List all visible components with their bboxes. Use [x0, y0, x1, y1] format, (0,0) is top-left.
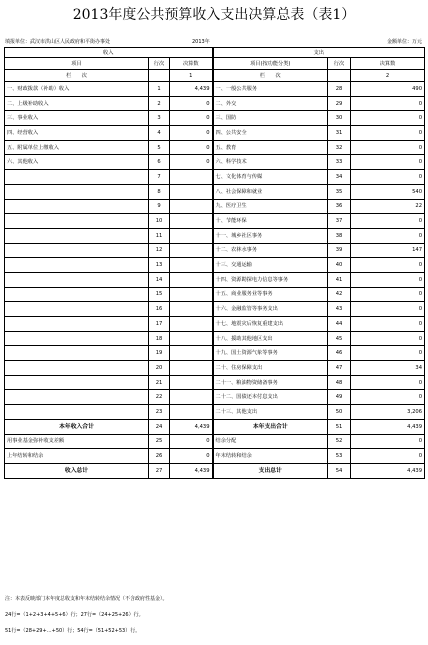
expense-line-number: 28 — [328, 82, 351, 97]
note-line: 注：本表反映部门本年度总收支和年末结转结余情况（不含政府性基金）。 — [5, 596, 168, 602]
income-item — [5, 361, 149, 376]
expense-item: 六、科学技术 — [213, 155, 328, 170]
expense-item: 十四、资源勘探电力信息等事务 — [213, 272, 328, 287]
income-amount: 0 — [170, 449, 213, 464]
income-line-number: 13 — [149, 258, 170, 273]
money-unit: 金额单位：万元 — [386, 39, 422, 45]
expense-item: 九、医疗卫生 — [213, 199, 328, 214]
report-year: 2013年 — [192, 39, 210, 45]
expense-item: 十五、商业服务业等事务 — [213, 287, 328, 302]
expense-amount-header: 决算数 — [351, 58, 425, 70]
expense-amount: 34 — [351, 361, 425, 376]
header-row-column-numbers — [5, 70, 425, 82]
income-amount — [170, 405, 213, 420]
table-row — [5, 331, 425, 346]
income-item — [5, 170, 149, 185]
expense-item: 八、社会保障和就业 — [213, 184, 328, 199]
expense-line-number: 33 — [328, 155, 351, 170]
income-line-number: 14 — [149, 272, 170, 287]
income-line-number: 27 — [149, 463, 170, 478]
income-item — [5, 317, 149, 332]
header-row-columns — [5, 58, 425, 70]
income-line-number: 25 — [149, 434, 170, 449]
report-title: 2013年度公共预算收入支出决算总表（表1） — [72, 7, 356, 23]
table-row — [5, 243, 425, 258]
table-row — [5, 317, 425, 332]
income-line-number: 15 — [149, 287, 170, 302]
note-line: 51行=（28+29+…+50）行；54行=（51+52+53）行。 — [5, 628, 141, 634]
income-amount: 0 — [170, 96, 213, 111]
expense-line-number: 29 — [328, 96, 351, 111]
expense-item: 十三、交通运输 — [213, 258, 328, 273]
expense-item: 二十、住房保障支出 — [213, 361, 328, 376]
table-row — [5, 272, 425, 287]
income-item: 收入总计 — [5, 463, 149, 478]
expense-item: 十七、地震灾后恢复重建支出 — [213, 317, 328, 332]
income-amount — [170, 390, 213, 405]
expense-item: 一、一般公共服务 — [213, 82, 328, 97]
expense-line-number: 42 — [328, 287, 351, 302]
income-amount — [170, 214, 213, 229]
expense-line-number: 53 — [328, 449, 351, 464]
income-line-header: 行次 — [149, 58, 170, 70]
budget-table — [4, 47, 425, 479]
income-amount — [170, 170, 213, 185]
income-item: 五、附属单位上缴收入 — [5, 140, 149, 155]
income-item — [5, 331, 149, 346]
table-row — [5, 302, 425, 317]
income-item — [5, 258, 149, 273]
expense-item: 二十三、其他支出 — [213, 405, 328, 420]
income-line-number: 21 — [149, 375, 170, 390]
income-col-label: 栏 次 — [5, 70, 149, 82]
income-item — [5, 375, 149, 390]
expense-amount: 0 — [351, 96, 425, 111]
expense-item: 本年支出合计 — [213, 419, 328, 434]
income-item: 六、其他收入 — [5, 155, 149, 170]
income-amount: 0 — [170, 126, 213, 141]
expense-line-number: 44 — [328, 317, 351, 332]
table-row — [5, 214, 425, 229]
expense-line-number: 39 — [328, 243, 351, 258]
expense-amount: 3,206 — [351, 405, 425, 420]
income-line-number: 18 — [149, 331, 170, 346]
income-line-number: 16 — [149, 302, 170, 317]
expense-item: 五、教育 — [213, 140, 328, 155]
table-row — [5, 170, 425, 185]
expense-item: 支出总计 — [213, 463, 328, 478]
income-item — [5, 390, 149, 405]
income-item — [5, 302, 149, 317]
expense-amount: 0 — [351, 111, 425, 126]
expense-line-number: 47 — [328, 361, 351, 376]
expense-section-header: 支出 — [213, 48, 425, 58]
income-line-number: 6 — [149, 155, 170, 170]
table-row — [5, 82, 425, 97]
expense-item: 二、外交 — [213, 96, 328, 111]
table-row — [5, 287, 425, 302]
income-item — [5, 184, 149, 199]
expense-line-number: 46 — [328, 346, 351, 361]
expense-amount: 0 — [351, 155, 425, 170]
expense-line-number: 34 — [328, 170, 351, 185]
expense-col-label: 栏 次 — [213, 70, 328, 82]
table-row — [5, 199, 425, 214]
income-amount: 0 — [170, 155, 213, 170]
table-row — [5, 111, 425, 126]
expense-line-number: 49 — [328, 390, 351, 405]
expense-line-number: 48 — [328, 375, 351, 390]
expense-line-number: 51 — [328, 419, 351, 434]
income-line-number: 8 — [149, 184, 170, 199]
expense-amount: 0 — [351, 346, 425, 361]
expense-line-number: 30 — [328, 111, 351, 126]
income-amount — [170, 302, 213, 317]
income-amount — [170, 317, 213, 332]
income-amount — [170, 243, 213, 258]
income-amount — [170, 361, 213, 376]
income-amount — [170, 199, 213, 214]
income-line-number: 10 — [149, 214, 170, 229]
income-item — [5, 228, 149, 243]
income-line-number: 9 — [149, 199, 170, 214]
income-line-number: 3 — [149, 111, 170, 126]
expense-item: 四、公共安全 — [213, 126, 328, 141]
expense-amount: 0 — [351, 126, 425, 141]
expense-line-number: 45 — [328, 331, 351, 346]
table-row — [5, 361, 425, 376]
expense-line-number: 38 — [328, 228, 351, 243]
expense-amount: 4,439 — [351, 419, 425, 434]
expense-item: 年末结转和结余 — [213, 449, 328, 464]
header-row-section — [5, 48, 425, 58]
expense-line-number: 32 — [328, 140, 351, 155]
table-row — [5, 126, 425, 141]
table-row — [5, 390, 425, 405]
expense-line-number: 43 — [328, 302, 351, 317]
expense-amount: 0 — [351, 258, 425, 273]
table-row — [5, 184, 425, 199]
expense-line-number: 41 — [328, 272, 351, 287]
table-row — [5, 346, 425, 361]
expense-item: 十六、金融监管等事务支出 — [213, 302, 328, 317]
income-col-number: 1 — [170, 70, 213, 82]
total-row — [5, 434, 425, 449]
expense-amount: 0 — [351, 140, 425, 155]
income-line-number: 24 — [149, 419, 170, 434]
income-line-number: 20 — [149, 361, 170, 376]
expense-amount: 0 — [351, 302, 425, 317]
expense-item-header: 项目(按功能分类) — [213, 58, 328, 70]
income-line-number: 1 — [149, 82, 170, 97]
expense-line-number: 54 — [328, 463, 351, 478]
expense-line-number: 31 — [328, 126, 351, 141]
income-item: 用事业基金弥补收支差额 — [5, 434, 149, 449]
income-amount — [170, 258, 213, 273]
expense-amount: 0 — [351, 228, 425, 243]
expense-amount: 0 — [351, 434, 425, 449]
expense-item: 二十一、粮油物资储备事务 — [213, 375, 328, 390]
table-row — [5, 228, 425, 243]
income-item: 二、上级补助收入 — [5, 96, 149, 111]
income-line-number: 7 — [149, 170, 170, 185]
expense-amount: 540 — [351, 184, 425, 199]
income-amount — [170, 228, 213, 243]
expense-item: 结余分配 — [213, 434, 328, 449]
income-section-header: 收入 — [5, 48, 213, 58]
income-line-number: 2 — [149, 96, 170, 111]
income-line-number: 11 — [149, 228, 170, 243]
expense-amount: 4,439 — [351, 463, 425, 478]
expense-amount: 0 — [351, 375, 425, 390]
table-row — [5, 140, 425, 155]
expense-amount: 0 — [351, 390, 425, 405]
income-amount: 0 — [170, 111, 213, 126]
expense-amount: 22 — [351, 199, 425, 214]
expense-amount: 0 — [351, 214, 425, 229]
expense-amount: 490 — [351, 82, 425, 97]
income-item — [5, 272, 149, 287]
expense-amount: 0 — [351, 449, 425, 464]
income-item: 本年收入合计 — [5, 419, 149, 434]
expense-col-number: 2 — [351, 70, 425, 82]
income-amount — [170, 184, 213, 199]
expense-line-number: 52 — [328, 434, 351, 449]
income-line-number: 5 — [149, 140, 170, 155]
income-item — [5, 405, 149, 420]
expense-amount: 0 — [351, 317, 425, 332]
income-item-header: 项目 — [5, 58, 149, 70]
income-item — [5, 199, 149, 214]
income-item: 四、经营收入 — [5, 126, 149, 141]
income-item — [5, 214, 149, 229]
note-line: 24行=（1+2+3+4+5+6）行；27行=（24+25+26）行。 — [5, 612, 144, 618]
income-amount — [170, 375, 213, 390]
income-line-number: 19 — [149, 346, 170, 361]
total-row — [5, 463, 425, 478]
income-amount — [170, 331, 213, 346]
income-line-number: 12 — [149, 243, 170, 258]
income-line-number: 26 — [149, 449, 170, 464]
expense-amount: 147 — [351, 243, 425, 258]
expense-item: 十、节能环保 — [213, 214, 328, 229]
expense-item: 七、文化体育与传媒 — [213, 170, 328, 185]
expense-amount: 0 — [351, 170, 425, 185]
table-row — [5, 96, 425, 111]
table-row — [5, 258, 425, 273]
income-item — [5, 243, 149, 258]
income-item: 上年结转和结余 — [5, 449, 149, 464]
table-row — [5, 155, 425, 170]
expense-line-number: 35 — [328, 184, 351, 199]
income-amount-header: 决算数 — [170, 58, 213, 70]
expense-item: 二十二、国债还本付息支出 — [213, 390, 328, 405]
income-line-number: 4 — [149, 126, 170, 141]
income-amount: 4,439 — [170, 82, 213, 97]
total-row — [5, 419, 425, 434]
expense-item: 十九、国土资源气象等事务 — [213, 346, 328, 361]
expense-line-number: 50 — [328, 405, 351, 420]
table-row — [5, 375, 425, 390]
income-amount — [170, 272, 213, 287]
expense-line-number: 40 — [328, 258, 351, 273]
filing-unit: 填报单位：武汉市洪山区人民政府和平街办事处 — [5, 39, 111, 45]
income-amount — [170, 346, 213, 361]
expense-item: 十一、城乡社区事务 — [213, 228, 328, 243]
expense-line-header: 行次 — [328, 58, 351, 70]
expense-item: 三、国防 — [213, 111, 328, 126]
expense-line-number: 37 — [328, 214, 351, 229]
total-row — [5, 449, 425, 464]
expense-amount: 0 — [351, 287, 425, 302]
income-amount: 0 — [170, 140, 213, 155]
income-amount: 4,439 — [170, 419, 213, 434]
table-notes — [5, 591, 168, 639]
expense-amount: 0 — [351, 331, 425, 346]
income-amount: 4,439 — [170, 463, 213, 478]
income-line-number: 17 — [149, 317, 170, 332]
income-line-number: 23 — [149, 405, 170, 420]
income-amount: 0 — [170, 434, 213, 449]
expense-item: 十二、农林水事务 — [213, 243, 328, 258]
income-item — [5, 346, 149, 361]
expense-item: 十八、援助其他地区支出 — [213, 331, 328, 346]
income-amount — [170, 287, 213, 302]
income-item — [5, 287, 149, 302]
income-item: 三、事业收入 — [5, 111, 149, 126]
expense-amount: 0 — [351, 272, 425, 287]
table-row — [5, 405, 425, 420]
income-line-number: 22 — [149, 390, 170, 405]
income-item: 一、财政拨款（补助）收入 — [5, 82, 149, 97]
expense-line-number: 36 — [328, 199, 351, 214]
